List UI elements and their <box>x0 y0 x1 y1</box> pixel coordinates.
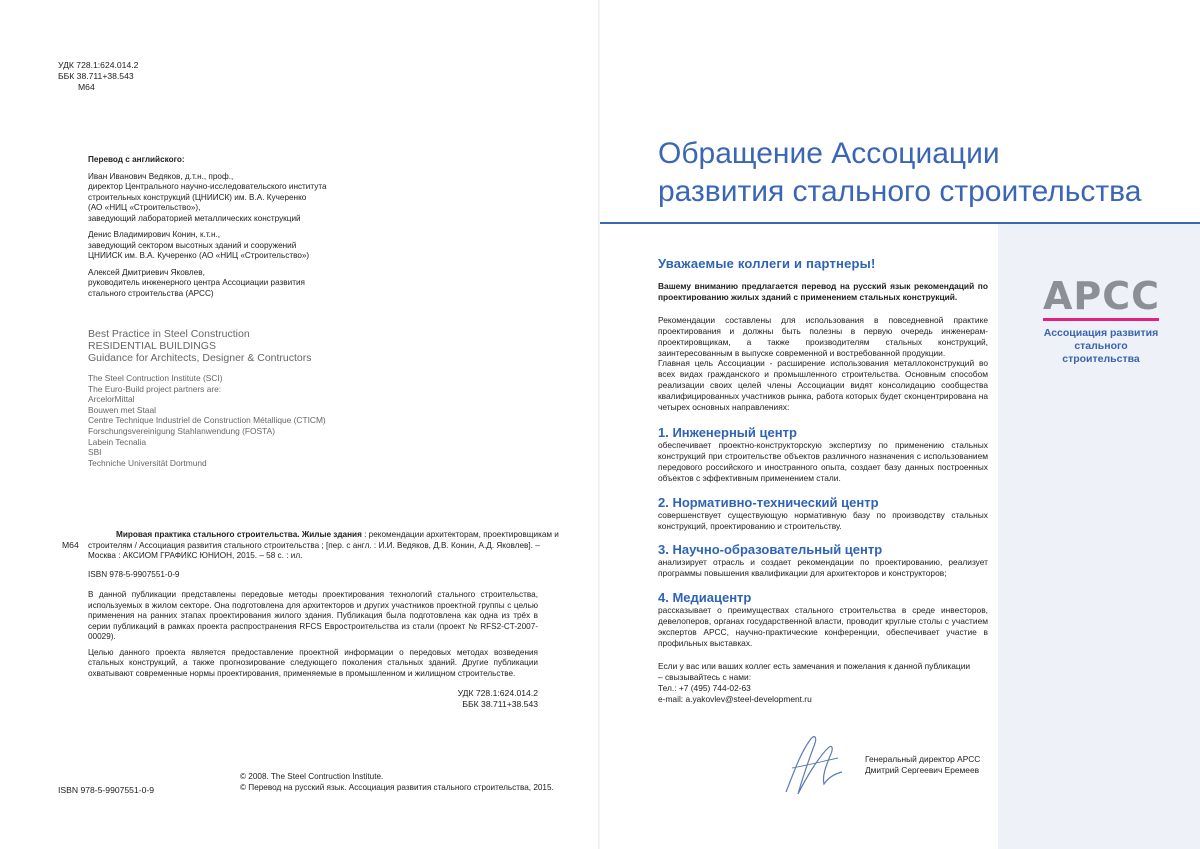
direction-text: обеспечивает проектно-конструкторскую экспертизу по применению стальных конструкций при строительстве объектов различного назначения с использованием передового российского и иностранного опыта, создает базу данных построенных объектов с эффективным применением стали. <box>658 439 988 483</box>
direction-1 <box>658 425 988 484</box>
isbn-bottom: ISBN 978-5-9907551-0-9 <box>58 785 155 795</box>
udk-block-bottom <box>440 688 538 710</box>
partner-item: Labein Tecnalia <box>88 436 147 447</box>
original-title <box>88 328 408 364</box>
direction-text: совершенствует существующую нормативную базу по производству стальных конструкций, проектированию и строительству. <box>658 509 988 531</box>
translator-1 <box>88 172 388 225</box>
copyright-line: © Перевод на русский язык. Ассоциация развития стального строительства, 2015. <box>240 782 554 792</box>
original-edition-block <box>88 328 408 468</box>
translator-line: ЦНИИСК им. В.А. Кучеренко (АО «НИЦ «Строительство») <box>88 251 310 260</box>
original-title-line: Best Practice in Steel Construction <box>88 328 250 340</box>
direction-4 <box>658 590 988 649</box>
translation-heading: Перевод с английского: <box>88 155 185 164</box>
catalog-line-3: Москва : АКСИОМ ГРАФИКС ЮНИОН, 2015. – 58 с. : ил. <box>88 551 303 560</box>
signature-icon <box>780 728 850 800</box>
logo-text: АРСС <box>1043 274 1161 318</box>
bbk-code: ББК 38.711+38.543 <box>58 71 134 81</box>
catalog-rest: : рекомендации архитекторам, проектировщикам и <box>361 530 559 539</box>
original-title-line: Guidance for Architects, Designer & Contructors <box>88 352 312 364</box>
title-line: развития стального строительства <box>658 175 1142 208</box>
contact-line: – свызывайтесь с нами: <box>658 671 752 682</box>
page-title <box>658 135 1141 211</box>
translator-line: руководитель инженерного центра Ассоциации развития <box>88 278 305 287</box>
translator-line: заведующий сектором высотных зданий и сооружений <box>88 240 297 250</box>
direction-3 <box>658 542 988 579</box>
direction-title: 2. Нормативно-технический центр <box>658 494 879 510</box>
signature-block <box>865 754 980 776</box>
annotation <box>88 590 538 679</box>
partner-item: Bouwen met Staal <box>88 404 156 415</box>
translator-2 <box>88 230 388 262</box>
catalog-code: М64 <box>62 540 79 550</box>
translator-line: Денис Владимирович Конин, к.т.н., <box>88 230 221 239</box>
partner-item: The Steel Contruction Institute (SCI) <box>88 373 223 383</box>
logo-subtitle-line: стального строительства <box>1062 340 1140 365</box>
udk-block-top <box>58 60 138 93</box>
copyright-line: © 2008. The Steel Contruction Institute. <box>240 772 384 781</box>
phone: Тел.: +7 (495) 744-02-63 <box>658 682 751 693</box>
intro-paragraph-1: Рекомендации составлены для использования в повседневной практике проектирования и должны быть полезны в первую очередь инженерам-проектировщикам, а также производителям стальных конструкций, заинтересованным в выпуске современной и востребованной продукции. <box>658 314 988 358</box>
letter-body <box>658 256 988 704</box>
direction-title: 3. Научно-образовательный центр <box>658 542 883 558</box>
catalog-entry <box>88 530 559 580</box>
translators-block <box>88 155 388 299</box>
annotation-paragraph-2: Целью данного проекта является предоставление проектной информации о передовых методах возведения стальных конструкций, а также прогнозирование следующего поколения стальных зданий. Другие публикации охватывают современные нормы проектирования, применяемые в промышленном и жилищном строительстве. <box>88 647 538 678</box>
translator-line: Алексей Дмитриевич Яковлев, <box>88 267 205 277</box>
author-mark: М64 <box>78 82 95 92</box>
logo-subtitle <box>1043 327 1159 366</box>
translator-line: заведующий лабораторией металлических конструкций <box>88 213 301 223</box>
title-rule <box>600 222 1200 224</box>
direction-title: 1. Инженерный центр <box>658 424 797 440</box>
title-line: Обращение Ассоциации <box>658 137 1000 170</box>
annotation-paragraph-1: В данной публикации представлены передовые методы проектирования технологий стального строительства, используемых в жилом секторе. Она подготовлена для архитекторов и других участников проектной группы с целью применения на ранних этапах проектирования жилого здания. Публикация была подготовлена как одна из трёх в серии публикаций в рамках проекта распространения RFCS Евростроительства из стали (проект № RFS2-CT-2007-00029). <box>88 590 538 641</box>
partners-list <box>88 373 408 468</box>
partner-item: Centre Technique Industriel de Construction Métallique (CTICM) <box>88 415 326 426</box>
catalog-line-2: строителям / Ассоциация развития стального строительства ; [пер. с англ. : И.И. Ведяков, Д.В. Конин, А.Д. Яковлев]. – <box>88 540 540 550</box>
direction-title: 4. Медиацентр <box>658 590 752 606</box>
catalog-title: Мировая практика стального строительства. Жилые здания <box>116 530 362 539</box>
intro-bold: Вашему вниманию предлагается перевод на русский язык рекомендаций по проектированию жилых зданий с применением стальных конструкций. <box>658 281 988 302</box>
isbn-mid: ISBN 978-5-9907551-0-9 <box>88 569 180 579</box>
direction-text: рассказывает о преимуществах стального строительства в среде инвесторов, девелоперов, органах государственной власти, проводит круглые столы с участием экспертов АРСС, научно-практические конференции, обеспечивает участие в профильных выставках. <box>658 605 988 648</box>
arss-logo <box>1043 276 1159 366</box>
partner-item: Techniche Universität Dortmund <box>88 457 207 468</box>
signer-position: Генеральный директор АРСС <box>865 754 981 764</box>
translator-line: стального строительства (АРСС) <box>88 288 214 298</box>
translator-line: строительных конструкций (ЦНИИСК) им. В.А. Кучеренко <box>88 192 307 202</box>
contact-block <box>658 661 988 705</box>
partner-item: SBI <box>88 447 102 458</box>
contact-line: Если у вас или ваших коллег есть замечания и пожелания к данной публикации <box>658 660 971 671</box>
translator-line: (АО «НИЦ «Строительство»), <box>88 203 201 212</box>
partner-item: ArcelorMittal <box>88 394 135 405</box>
intro-paragraph-2: Главная цель Ассоциации - расширение использования металлоконструкций во всех видах гражданского и промышленного строительства. Основным способом реализации своих целей члены Ассоциации видят консолидацию сообщества квалифицированных участников рынка, работа которых будет сконцентрирована на четырех основных направлениях: <box>658 358 988 413</box>
logo-subtitle-line: Ассоциация развития <box>1043 327 1159 339</box>
logo-bar <box>1043 318 1159 321</box>
original-title-line: RESIDENTIAL BUILDINGS <box>88 340 216 352</box>
copyright-block <box>240 772 554 793</box>
signer-name: Дмитрий Сергеевич Еремеев <box>865 764 980 775</box>
udk-code: УДК 728.1:624.014.2 <box>58 60 139 70</box>
partner-item: Forschungsvereinigung Stahlanwendung (FOSTA) <box>88 425 275 436</box>
translator-line: директор Центрального научно-исследовательского института <box>88 182 327 191</box>
catalog-line-1 <box>88 530 559 541</box>
direction-text: анализирует отрасль и создает рекомендации по проектированию, реализует программы повышения квалификации для архитекторов и конструкторов; <box>658 557 988 579</box>
bbk-code-bottom: ББК 38.711+38.543 <box>462 699 538 709</box>
email: e-mail: a.yakovlev@steel-development.ru <box>658 693 812 704</box>
translator-line: Иван Иванович Ведяков, д.т.н., проф., <box>88 171 234 181</box>
translator-3 <box>88 268 388 300</box>
greeting: Уважаемые коллеги и партнеры! <box>658 256 876 271</box>
udk-code-bottom: УДК 728.1:624.014.2 <box>457 688 538 698</box>
partner-item: The Euro-Build project partners are: <box>88 383 222 394</box>
direction-2 <box>658 495 988 532</box>
